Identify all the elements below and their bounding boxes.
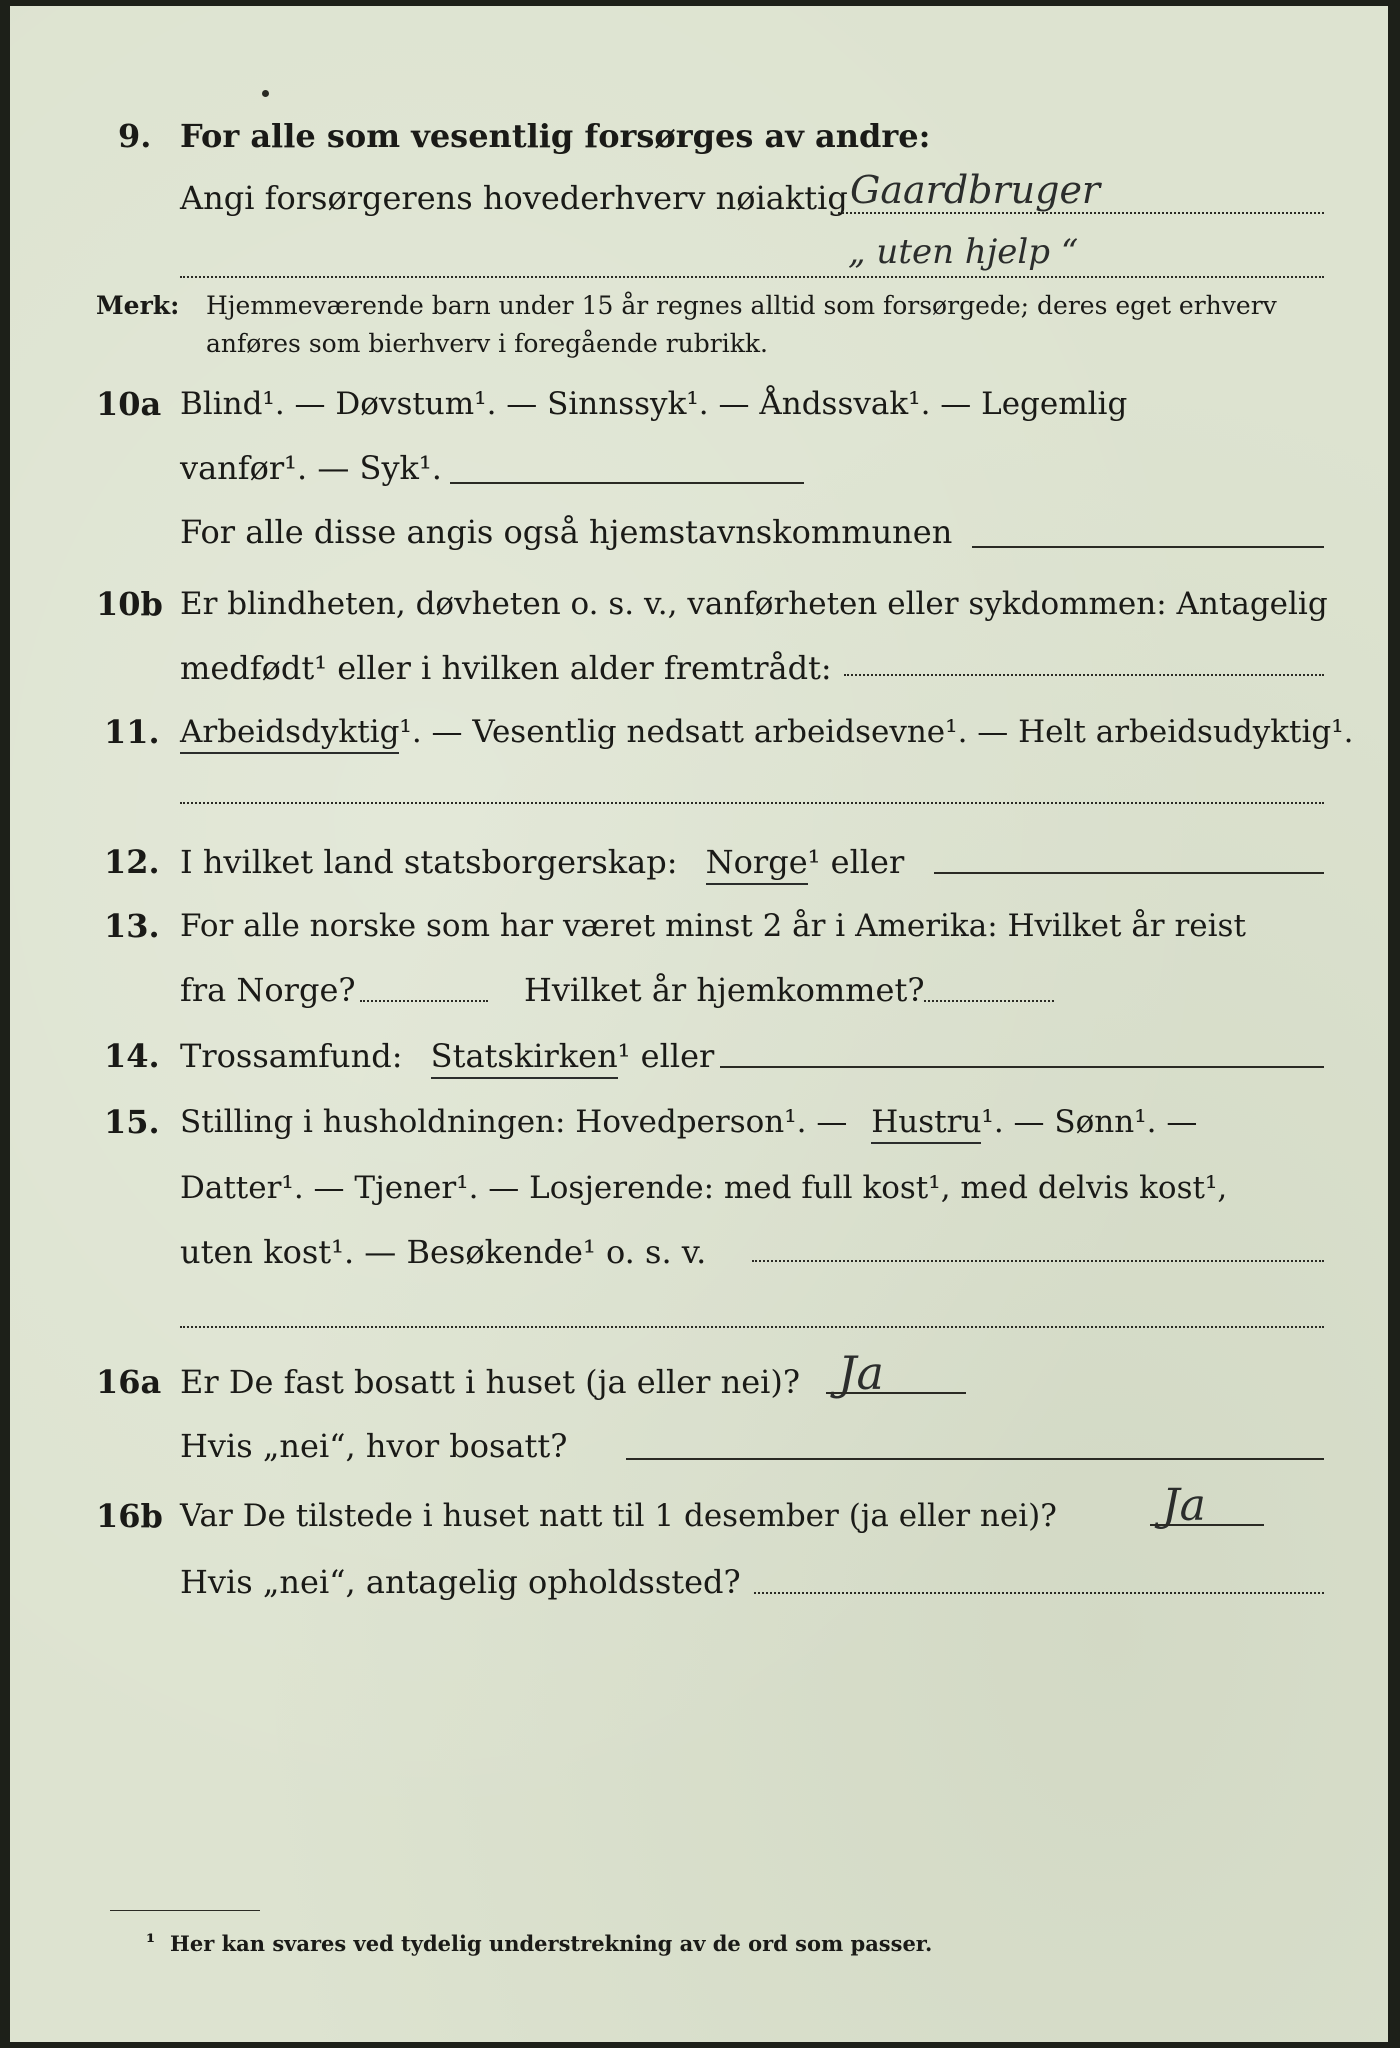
q15-line-1a: Stilling i husholdningen: Hovedperson¹. — (180, 1104, 848, 1140)
q10b-number: 10b (96, 585, 163, 623)
merk-label: Merk: (96, 291, 180, 320)
q10b-line-2: medfødt¹ eller i hvilken alder fremtrådt: (180, 649, 832, 687)
q11-answer-line[interactable] (180, 802, 1324, 804)
q16a-number: 16a (96, 1363, 162, 1401)
q10a-syk-line[interactable] (450, 482, 804, 484)
q16a-answer-line[interactable] (826, 1392, 966, 1394)
q15-line-2: Datter¹. — Tjener¹. — Losjerende: med full kost¹, med delvis kost¹, (180, 1170, 1228, 1206)
q13-number: 13. (104, 907, 160, 945)
q11-number: 11. (104, 713, 160, 751)
q9-number: 9. (118, 117, 152, 155)
q10b-answer-line[interactable] (844, 674, 1324, 676)
q12-prefix: I hvilket land statsborgerskap: (180, 843, 678, 881)
q12-underlined-option: Norge (706, 843, 808, 885)
q16b-line-1: Var De tilstede i huset natt til 1 desember (ja eller nei)? (180, 1498, 1057, 1534)
q14-prefix: Trossamfund: (180, 1037, 403, 1075)
q15-number: 15. (104, 1103, 160, 1141)
q15-underlined-option: Hustru (871, 1104, 981, 1144)
q14-number: 14. (104, 1037, 160, 1075)
q11-line (180, 712, 1354, 752)
q16b-opholdssted-line[interactable] (754, 1592, 1324, 1594)
q16b-number: 16b (96, 1497, 163, 1535)
q16a-line-1: Er De fast bosatt i huset (ja eller nei)? (180, 1363, 801, 1401)
q10a-number: 10a (96, 385, 162, 423)
q14-line (180, 1036, 714, 1076)
q10a-line-1: Blind¹. — Døvstum¹. — Sinnssyk¹. — Åndssvak¹. — Legemlig (180, 386, 1128, 422)
q15-line-1 (180, 1102, 1197, 1142)
q13-line-2b: Hvilket år hjemkommet? (524, 971, 925, 1009)
q16b-answer-handwritten: Ja (1162, 1480, 1206, 1531)
q16a-answer-handwritten: Ja (838, 1346, 884, 1400)
q9-answer-handwritten-1: Gaardbruger (850, 168, 1101, 212)
q15-line-1c: ¹. — Sønn¹. — (981, 1104, 1198, 1140)
q11-rest: ¹. — Vesentlig nedsatt arbeidsevne¹. — Helt arbeidsudyktig¹. (399, 714, 1354, 750)
q14-suffix: ¹ eller (617, 1037, 715, 1075)
q15-answer-line-1[interactable] (752, 1260, 1324, 1262)
q9-answer-line-1[interactable] (838, 212, 1324, 214)
footnote-mark: ¹ (146, 1929, 156, 1954)
q15-answer-line-2[interactable] (180, 1326, 1324, 1328)
q13-line-1: For alle norske som har været minst 2 år i Amerika: Hvilket år reist (180, 908, 1246, 944)
q9-prompt: Angi forsørgerens hovederhverv nøiaktig (180, 179, 848, 217)
q14-underlined-option: Statskirken (431, 1037, 618, 1079)
merk-line-2: anføres som bierhverv i foregående rubrikk. (206, 329, 768, 358)
q11-underlined-option: Arbeidsdyktig (180, 714, 399, 754)
q12-answer-line[interactable] (934, 872, 1324, 874)
q15-line-3: uten kost¹. — Besøkende¹ o. s. v. (180, 1233, 707, 1271)
q13-reist-line[interactable] (360, 1000, 488, 1002)
q16b-line-2: Hvis „nei“, antagelig opholdssted? (180, 1563, 741, 1601)
q13-line-2a: fra Norge? (180, 971, 356, 1009)
q10b-line-1: Er blindheten, døvheten o. s. v., vanførheten eller sykdommen: Antagelig (180, 586, 1328, 622)
q16b-answer-line[interactable] (1150, 1524, 1264, 1526)
q10a-kommune-line[interactable] (972, 546, 1324, 548)
q10a-line-2: vanfør¹. — Syk¹. (180, 449, 442, 487)
q12-number: 12. (104, 843, 160, 881)
q12-suffix: ¹ eller (807, 843, 905, 881)
q12-line (180, 842, 904, 882)
q16a-bosatt-line[interactable] (626, 1458, 1324, 1460)
footnote-text: Her kan svares ved tydelig understrekning av de ord som passer. (170, 1931, 933, 1956)
q9-answer-handwritten-2: „ uten hjelp “ (848, 232, 1079, 272)
ink-dot (262, 90, 269, 97)
q16a-line-2: Hvis „nei“, hvor bosatt? (180, 1427, 568, 1465)
q9-answer-line-2[interactable] (180, 276, 1324, 278)
footnote-rule (110, 1910, 260, 1911)
q14-answer-line[interactable] (720, 1066, 1324, 1068)
census-form-page (10, 6, 1388, 2042)
q13-hjemkommet-line[interactable] (924, 1000, 1054, 1002)
q9-heading: For alle som vesentlig forsørges av andre: (180, 117, 931, 155)
q10a-line-3: For alle disse angis også hjemstavnskommunen (180, 513, 953, 551)
merk-line-1: Hjemmeværende barn under 15 år regnes alltid som forsørgede; deres eget erhverv (206, 291, 1277, 320)
